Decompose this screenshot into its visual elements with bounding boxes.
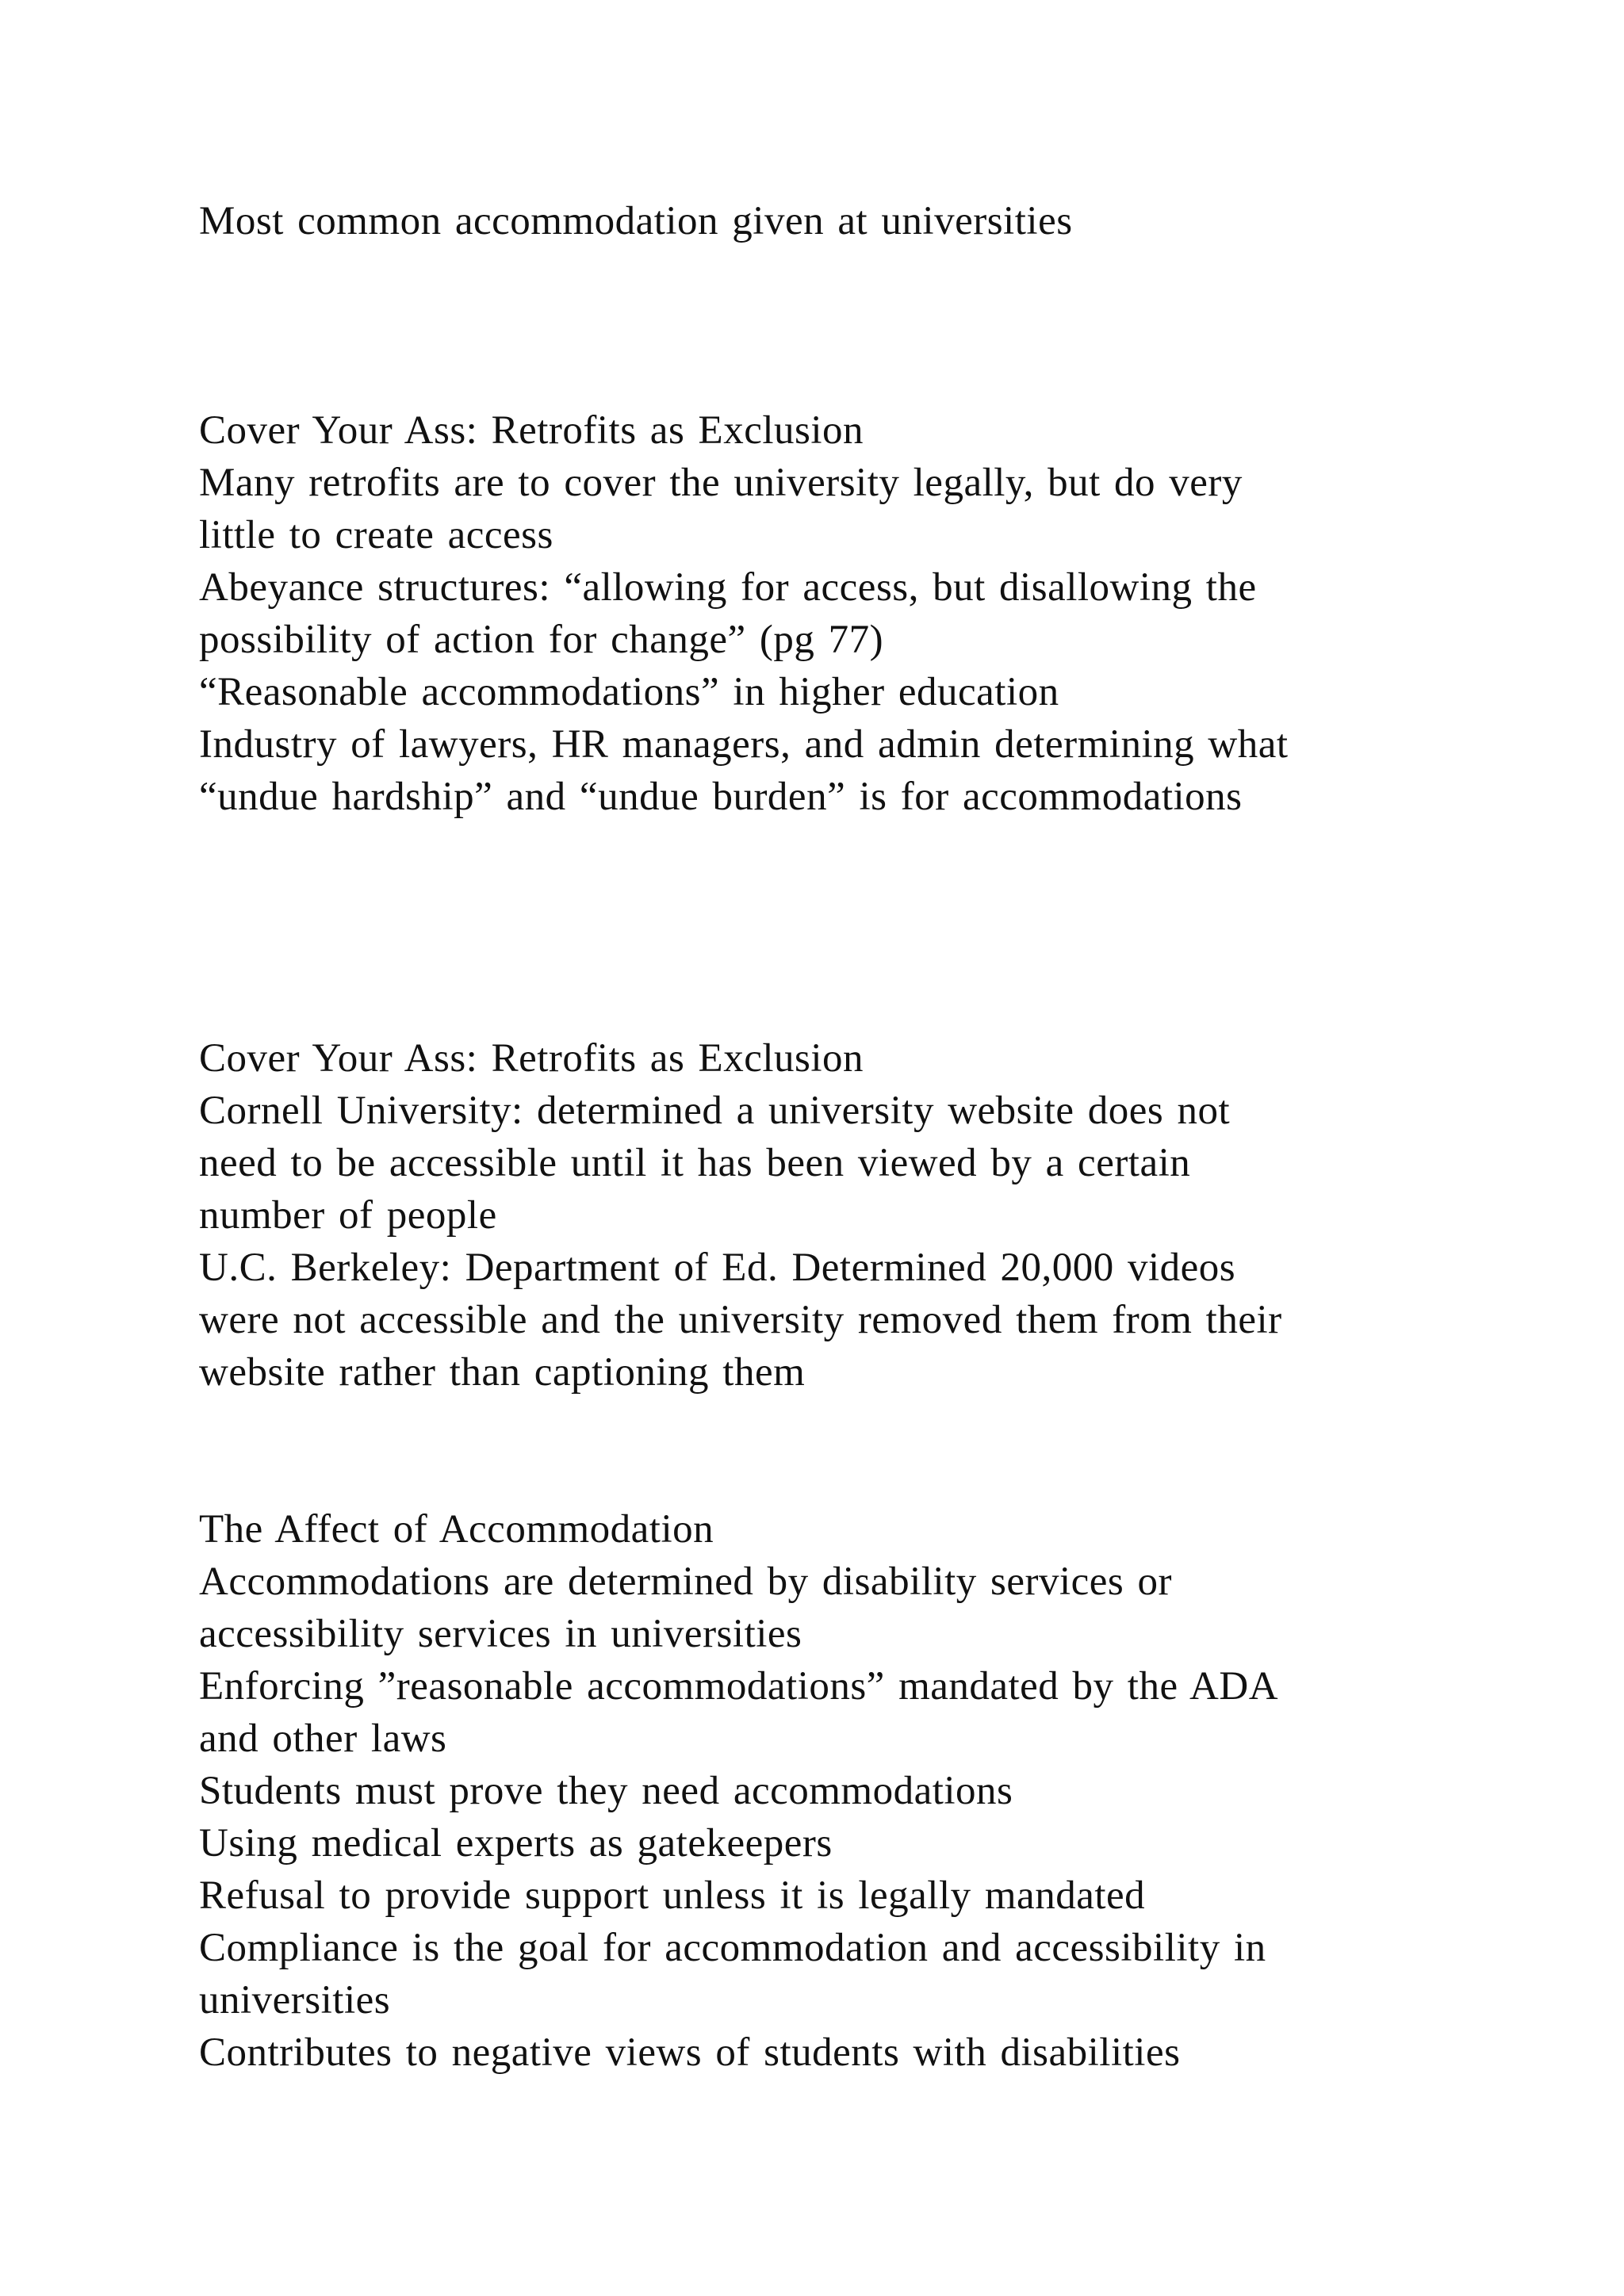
section1-line-4: possibility of action for change” (pg 77): [199, 618, 884, 662]
section2-line-4: U.C. Berkeley: Department of Ed. Determined 20,000 videos: [199, 1246, 1236, 1290]
section3-line-5: Students must prove they need accommodations: [199, 1769, 1013, 1813]
section2-title: Cover Your Ass: Retrofits as Exclusion: [199, 1036, 864, 1081]
section1-line-6: Industry of lawyers, HR managers, and admin determining what: [199, 722, 1289, 767]
section2-line-6: website rather than captioning them: [199, 1350, 806, 1395]
section3-line-6: Using medical experts as gatekeepers: [199, 1821, 833, 1866]
section3-title: The Affect of Accommodation: [199, 1507, 714, 1552]
section2-line-5: were not accessible and the university removed them from their: [199, 1298, 1282, 1342]
section3-line-2: accessibility services in universities: [199, 1612, 802, 1656]
section3-line-3: Enforcing ”reasonable accommodations” mandated by the ADA: [199, 1664, 1279, 1709]
section3-line-1: Accommodations are determined by disability services or: [199, 1559, 1172, 1604]
section3-line-10: Contributes to negative views of students with disabilities: [199, 2030, 1181, 2075]
section1-line-7: “undue hardship” and “undue burden” is for accommodations: [199, 775, 1243, 819]
section2-line-1: Cornell University: determined a university website does not: [199, 1089, 1231, 1133]
heading-top: Most common accommodation given at universities: [199, 199, 1073, 243]
section1-line-3: Abeyance structures: “allowing for access, but disallowing the: [199, 565, 1257, 610]
section1-line-2: little to create access: [199, 513, 553, 557]
section1-line-1: Many retrofits are to cover the university legally, but do very: [199, 461, 1243, 505]
section2-line-3: number of people: [199, 1193, 497, 1238]
section3-line-8: Compliance is the goal for accommodation and accessibility in: [199, 1926, 1266, 1970]
section3-line-7: Refusal to provide support unless it is legally mandated: [199, 1873, 1146, 1918]
section1-title: Cover Your Ass: Retrofits as Exclusion: [199, 408, 864, 453]
section2-line-2: need to be accessible until it has been viewed by a certain: [199, 1141, 1191, 1185]
section1-line-5: “Reasonable accommodations” in higher education: [199, 670, 1059, 714]
section3-line-9: universities: [199, 1978, 391, 2022]
section3-line-4: and other laws: [199, 1716, 447, 1761]
